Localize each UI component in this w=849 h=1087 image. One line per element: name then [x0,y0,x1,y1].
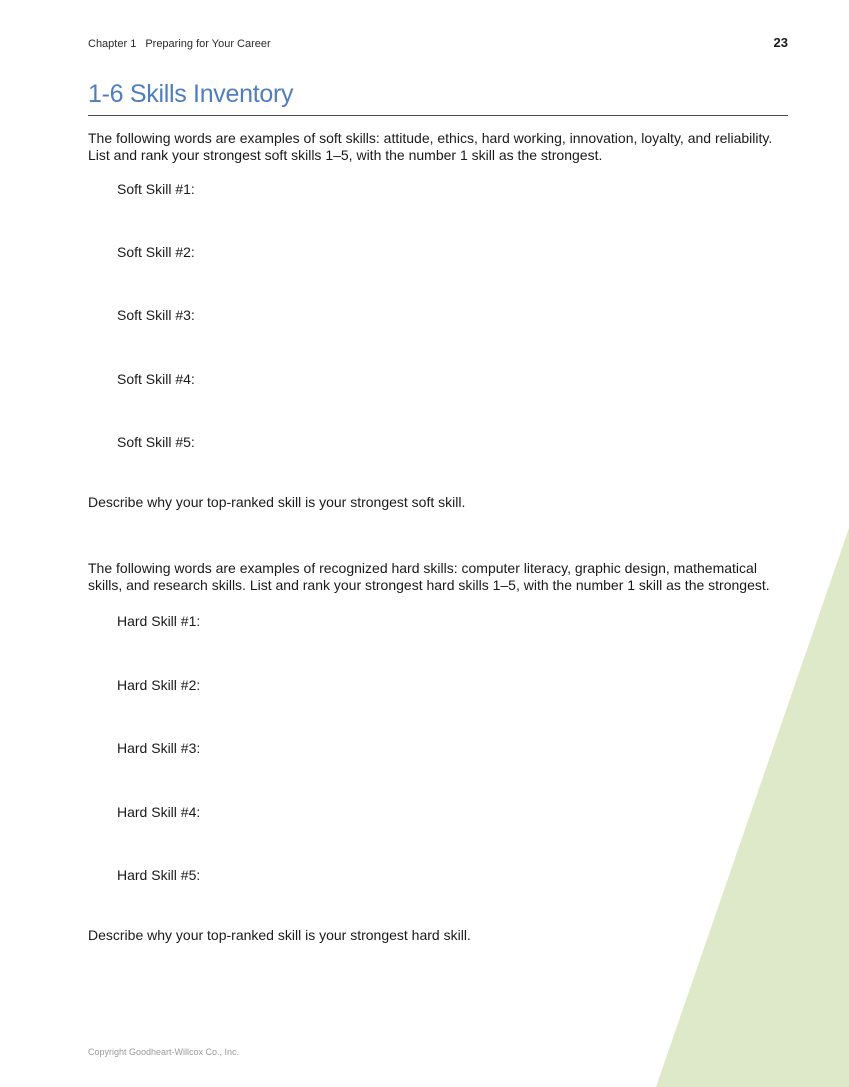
hard-skill-2-label: Hard Skill #2: [117,677,201,693]
hard-skills-intro: The following words are examples of recognized hard skills: computer literacy, graphic design, mathematical skills, and research skills. List and rank your strongest hard skills 1–5, with the number 1 skill as the strongest. [88,560,770,593]
soft-skill-4-label: Soft Skill #4: [117,371,195,387]
chapter-title: Preparing for Your Career [145,38,271,50]
soft-skill-3-label: Soft Skill #3: [117,307,195,323]
title-divider [88,115,788,116]
hard-skill-3-label: Hard Skill #3: [117,740,201,756]
page-number: 23 [773,35,788,50]
soft-skill-2-label: Soft Skill #2: [117,244,195,260]
soft-skill-1-label: Soft Skill #1: [117,181,195,197]
section-title: 1-6 Skills Inventory [88,80,294,108]
chapter-label: Chapter 1 [88,38,137,50]
running-head [88,38,271,50]
hard-skill-1-label: Hard Skill #1: [117,613,201,629]
hard-skill-5-label: Hard Skill #5: [117,867,201,883]
copyright-footer: Copyright Goodheart-Willcox Co., Inc. [88,1047,240,1057]
soft-skills-intro: The following words are examples of soft skills: attitude, ethics, hard working, innovation, loyalty, and reliability. List and rank your strongest soft skills 1–5, with the number 1 skill as the strongest. [88,130,773,163]
soft-skill-describe-prompt: Describe why your top-ranked skill is your strongest soft skill. [88,494,466,510]
hard-skill-4-label: Hard Skill #4: [117,804,201,820]
green-triangle-shape [656,528,849,1087]
soft-skill-5-label: Soft Skill #5: [117,434,195,450]
hard-skill-describe-prompt: Describe why your top-ranked skill is your strongest hard skill. [88,927,471,943]
